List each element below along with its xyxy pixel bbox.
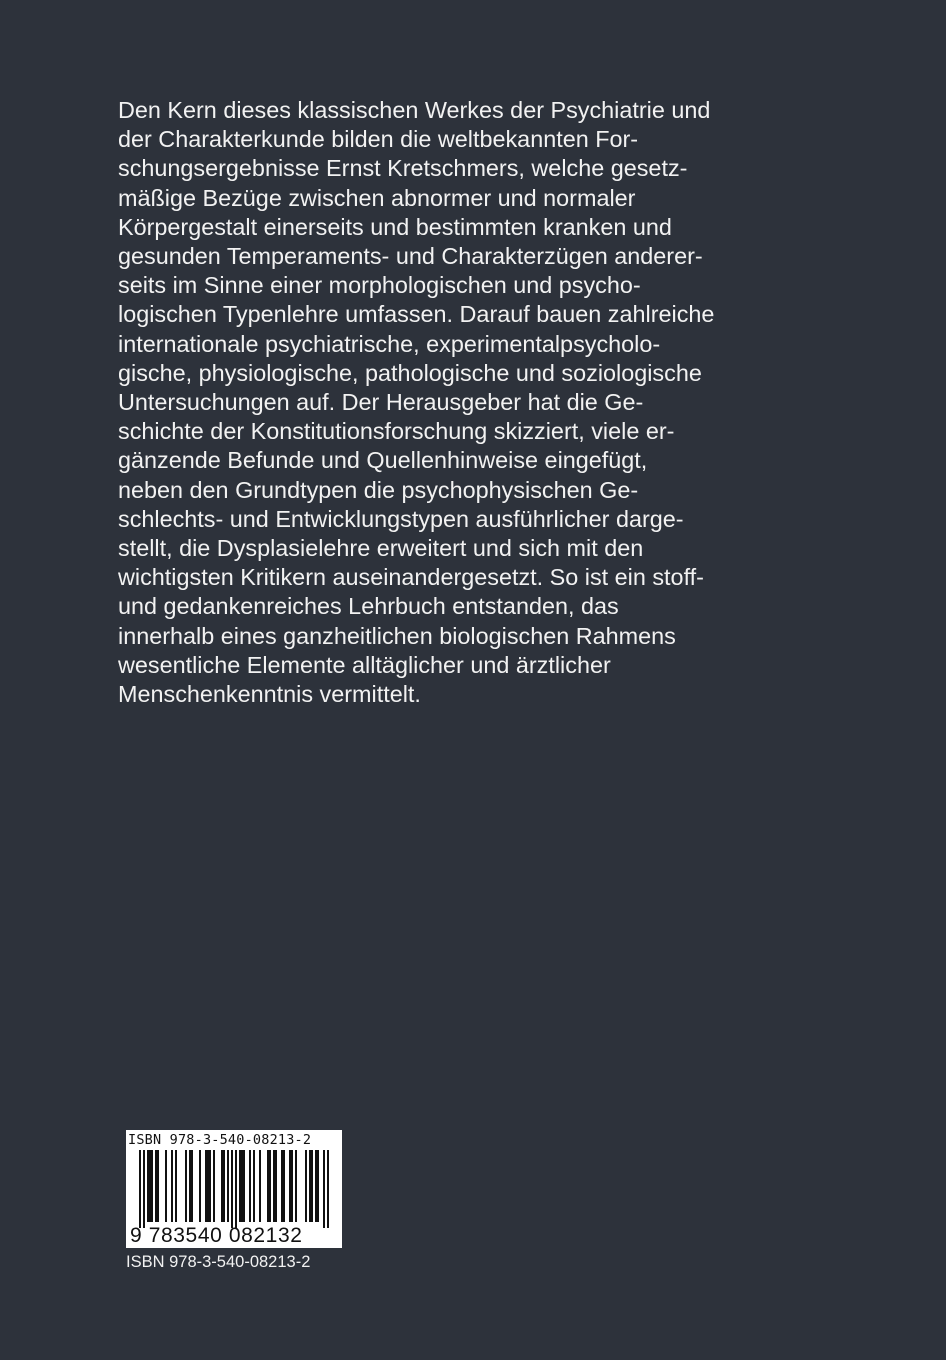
barcode-bar xyxy=(295,1150,297,1222)
barcode-bar xyxy=(155,1150,157,1222)
barcode-digits: 9 783540 082132 xyxy=(130,1224,303,1247)
barcode-bar xyxy=(291,1150,293,1222)
barcode-bar xyxy=(165,1150,167,1222)
barcode-bar xyxy=(185,1150,187,1222)
barcode-bar xyxy=(283,1150,285,1222)
barcode-isbn-label: ISBN 978-3-540-08213-2 xyxy=(128,1132,312,1148)
barcode-bar xyxy=(231,1150,233,1228)
blurb-line: seits im Sinne einer morphologischen und psycho- xyxy=(118,272,641,299)
blurb-line: und gedankenreiches Lehrbuch entstanden, das xyxy=(118,593,619,620)
blurb-line: schungsergebnisse Ernst Kretschmers, welche gesetz- xyxy=(118,155,688,182)
barcode xyxy=(126,1130,342,1248)
blurb-line: gische, physiologische, pathologische und soziologische xyxy=(118,359,702,386)
blurb-line: Körpergestalt einerseits und bestimmten kranken und xyxy=(118,213,672,240)
barcode-bar xyxy=(149,1150,151,1222)
barcode-bars xyxy=(132,1150,336,1230)
barcode-bar xyxy=(209,1150,211,1222)
blurb-line: gesunden Temperaments- und Charakterzügen anderer- xyxy=(118,243,703,270)
blurb-line: stellt, die Dysplasielehre erweitert und sich mit den xyxy=(118,535,644,562)
barcode-bar xyxy=(327,1150,329,1228)
barcode-bar xyxy=(311,1150,313,1222)
barcode-bar xyxy=(315,1150,317,1222)
barcode-bar xyxy=(175,1150,177,1222)
blurb-line: Menschenkenntnis vermittelt. xyxy=(118,681,421,708)
barcode-bar xyxy=(249,1150,251,1222)
barcode-bar xyxy=(259,1150,261,1222)
blurb-line: schichte der Konstitutionsforschung skizziert, viele er- xyxy=(118,418,675,445)
barcode-bar xyxy=(199,1150,201,1222)
barcode-bar xyxy=(253,1150,255,1222)
barcode-bar xyxy=(157,1150,159,1222)
barcode-bar xyxy=(223,1150,225,1222)
barcode-bar xyxy=(273,1150,275,1222)
barcode-bar xyxy=(227,1150,229,1222)
barcode-bar xyxy=(289,1150,291,1222)
barcode-bar xyxy=(275,1150,277,1222)
blurb-line: Untersuchungen auf. Der Herausgeber hat die Ge- xyxy=(118,389,644,416)
barcode-bar xyxy=(147,1150,149,1222)
blurb-line: mäßige Bezüge zwischen abnormer und normaler xyxy=(118,184,636,211)
barcode-bar xyxy=(269,1150,271,1222)
blurb-text xyxy=(118,96,818,709)
barcode-bar xyxy=(191,1150,193,1222)
blurb-line: wesentliche Elemente alltäglicher und ärztlicher xyxy=(118,651,611,678)
blurb-line: schlechts- und Entwicklungstypen ausführlicher darge- xyxy=(118,505,684,532)
blurb-line: Den Kern dieses klassischen Werkes der Psychiatrie und xyxy=(118,97,711,123)
barcode-bar xyxy=(309,1150,311,1222)
barcode-bar xyxy=(323,1150,325,1228)
barcode-bar xyxy=(221,1150,223,1222)
barcode-bar xyxy=(213,1150,215,1222)
barcode-bar xyxy=(151,1150,153,1222)
barcode-bar xyxy=(143,1150,145,1228)
barcode-bar xyxy=(207,1150,209,1222)
barcode-bar xyxy=(267,1150,269,1222)
blurb-line: logischen Typenlehre umfassen. Darauf bauen zahlreiche xyxy=(118,301,715,328)
blurb-line: der Charakterkunde bilden die weltbekannten For- xyxy=(118,126,639,153)
barcode-bar xyxy=(241,1150,243,1222)
blurb-line: innerhalb eines ganzheitlichen biologischen Rahmens xyxy=(118,622,676,649)
blurb-line: wichtigsten Kritikern auseinandergesetzt. So ist ein stoff- xyxy=(118,564,704,591)
barcode-bar xyxy=(305,1150,307,1222)
barcode-bar xyxy=(139,1150,141,1228)
barcode-bar xyxy=(235,1150,237,1228)
barcode-bar xyxy=(171,1150,173,1222)
barcode-bar xyxy=(189,1150,191,1222)
isbn-label: ISBN 978-3-540-08213-2 xyxy=(126,1253,311,1271)
barcode-bar xyxy=(239,1150,241,1222)
barcode-bar xyxy=(205,1150,207,1222)
barcode-bar xyxy=(281,1150,283,1222)
barcode-bar xyxy=(243,1150,245,1222)
blurb-line: neben den Grundtypen die psychophysischen Ge- xyxy=(118,476,639,503)
blurb-line: internationale psychiatrische, experimentalpsycholo- xyxy=(118,330,661,357)
barcode-bar xyxy=(317,1150,319,1222)
blurb-line: gänzende Befunde und Quellenhinweise eingefügt, xyxy=(118,447,648,474)
